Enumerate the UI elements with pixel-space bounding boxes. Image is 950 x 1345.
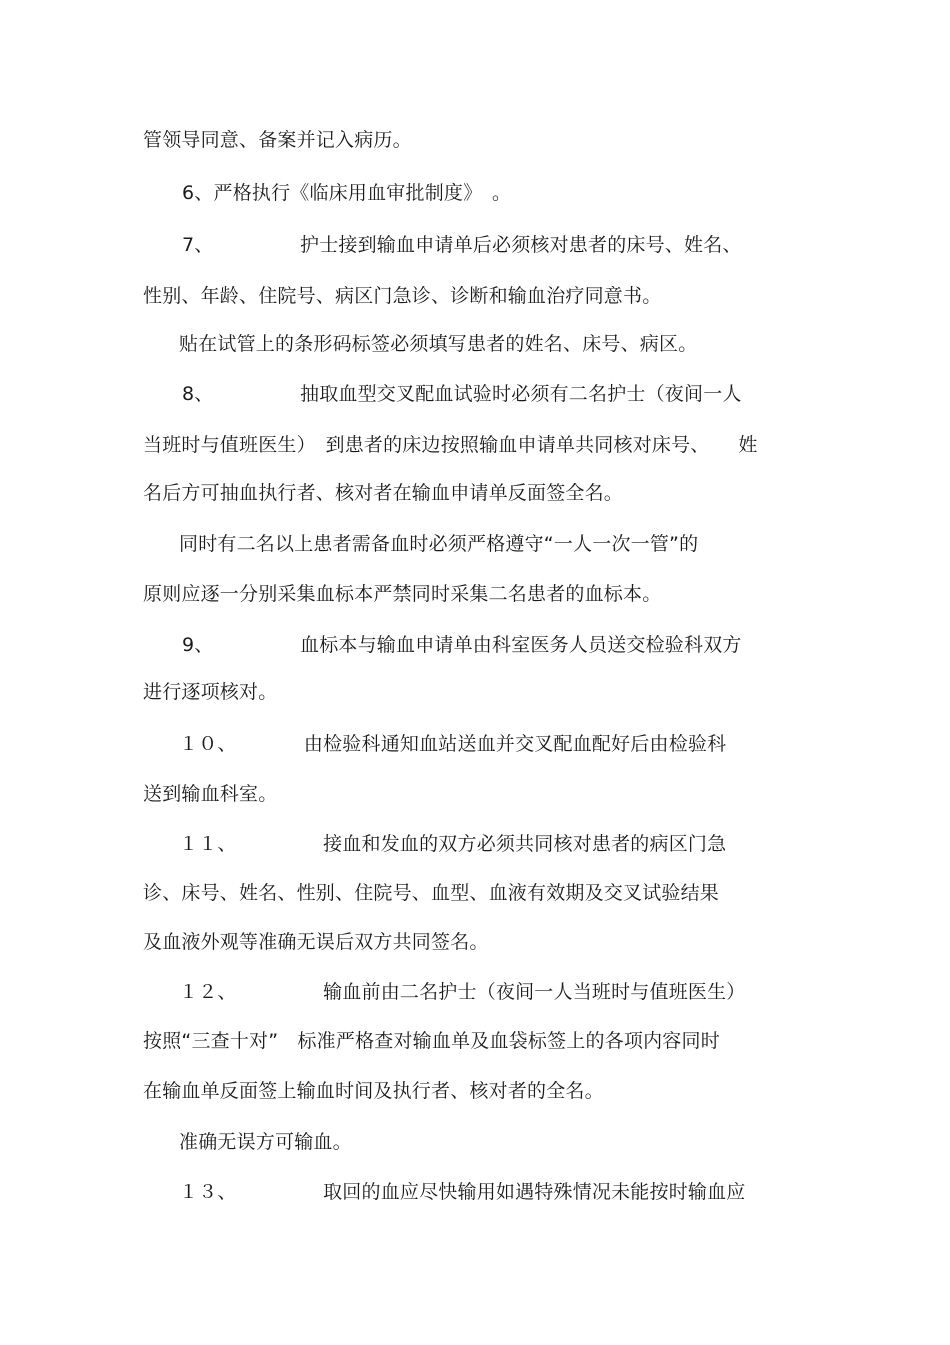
text-line: 当班时与值班医生） 到患者的床边按照输血申请单共同核对床号、 姓	[143, 434, 758, 456]
text-line: １０、 由检验科通知血站送血并交叉配血配好后由检验科	[179, 733, 727, 755]
text-line: 送到输血科室。	[143, 783, 278, 805]
text-line: 同时有二名以上患者需备血时必须严格遵守“一人一次一管”的	[179, 533, 699, 555]
text-line: 进行逐项核对。	[143, 681, 278, 703]
text-line: 在输血单反面签上输血时间及执行者、核对者的全名。	[143, 1080, 604, 1102]
text-line: 9、 血标本与输血申请单由科室医务人员送交检验科双方	[182, 634, 742, 656]
text-line: １３、 取回的血应尽快输用如遇特殊情况未能按时输血应	[179, 1181, 746, 1203]
text-line: １１、 接血和发血的双方必须共同核对患者的病区门急	[179, 833, 727, 855]
text-line: 8、 抽取血型交叉配血试验时必须有二名护士（夜间一人	[182, 383, 742, 405]
text-line: 性别、年龄、住院号、病区门急诊、诊断和输血治疗同意书。	[143, 285, 662, 307]
text-line: 原则应逐一分别采集血标本严禁同时采集二名患者的血标本。	[143, 583, 662, 605]
text-line: １２、 输血前由二名护士（夜间一人当班时与值班医生）	[179, 981, 746, 1003]
text-line: 诊、床号、姓名、性别、住院号、血型、血液有效期及交叉试验结果	[143, 882, 720, 904]
text-line: 按照“三查十对” 标准严格查对输血单及血袋标签上的各项内容同时	[143, 1030, 720, 1052]
text-line: 7、 护士接到输血申请单后必须核对患者的床号、姓名、	[182, 234, 742, 256]
text-line: 6、严格执行《临床用血审批制度》 。	[182, 182, 512, 204]
text-line: 名后方可抽血执行者、核对者在输血申请单反面签全名。	[143, 482, 624, 504]
text-line: 贴在试管上的条形码标签必须填写患者的姓名、床号、病区。	[179, 333, 698, 355]
text-line: 管领导同意、备案并记入病历。	[143, 129, 412, 151]
text-line: 及血液外观等准确无误后双方共同签名。	[143, 931, 489, 953]
text-line: 准确无误方可输血。	[179, 1131, 352, 1153]
